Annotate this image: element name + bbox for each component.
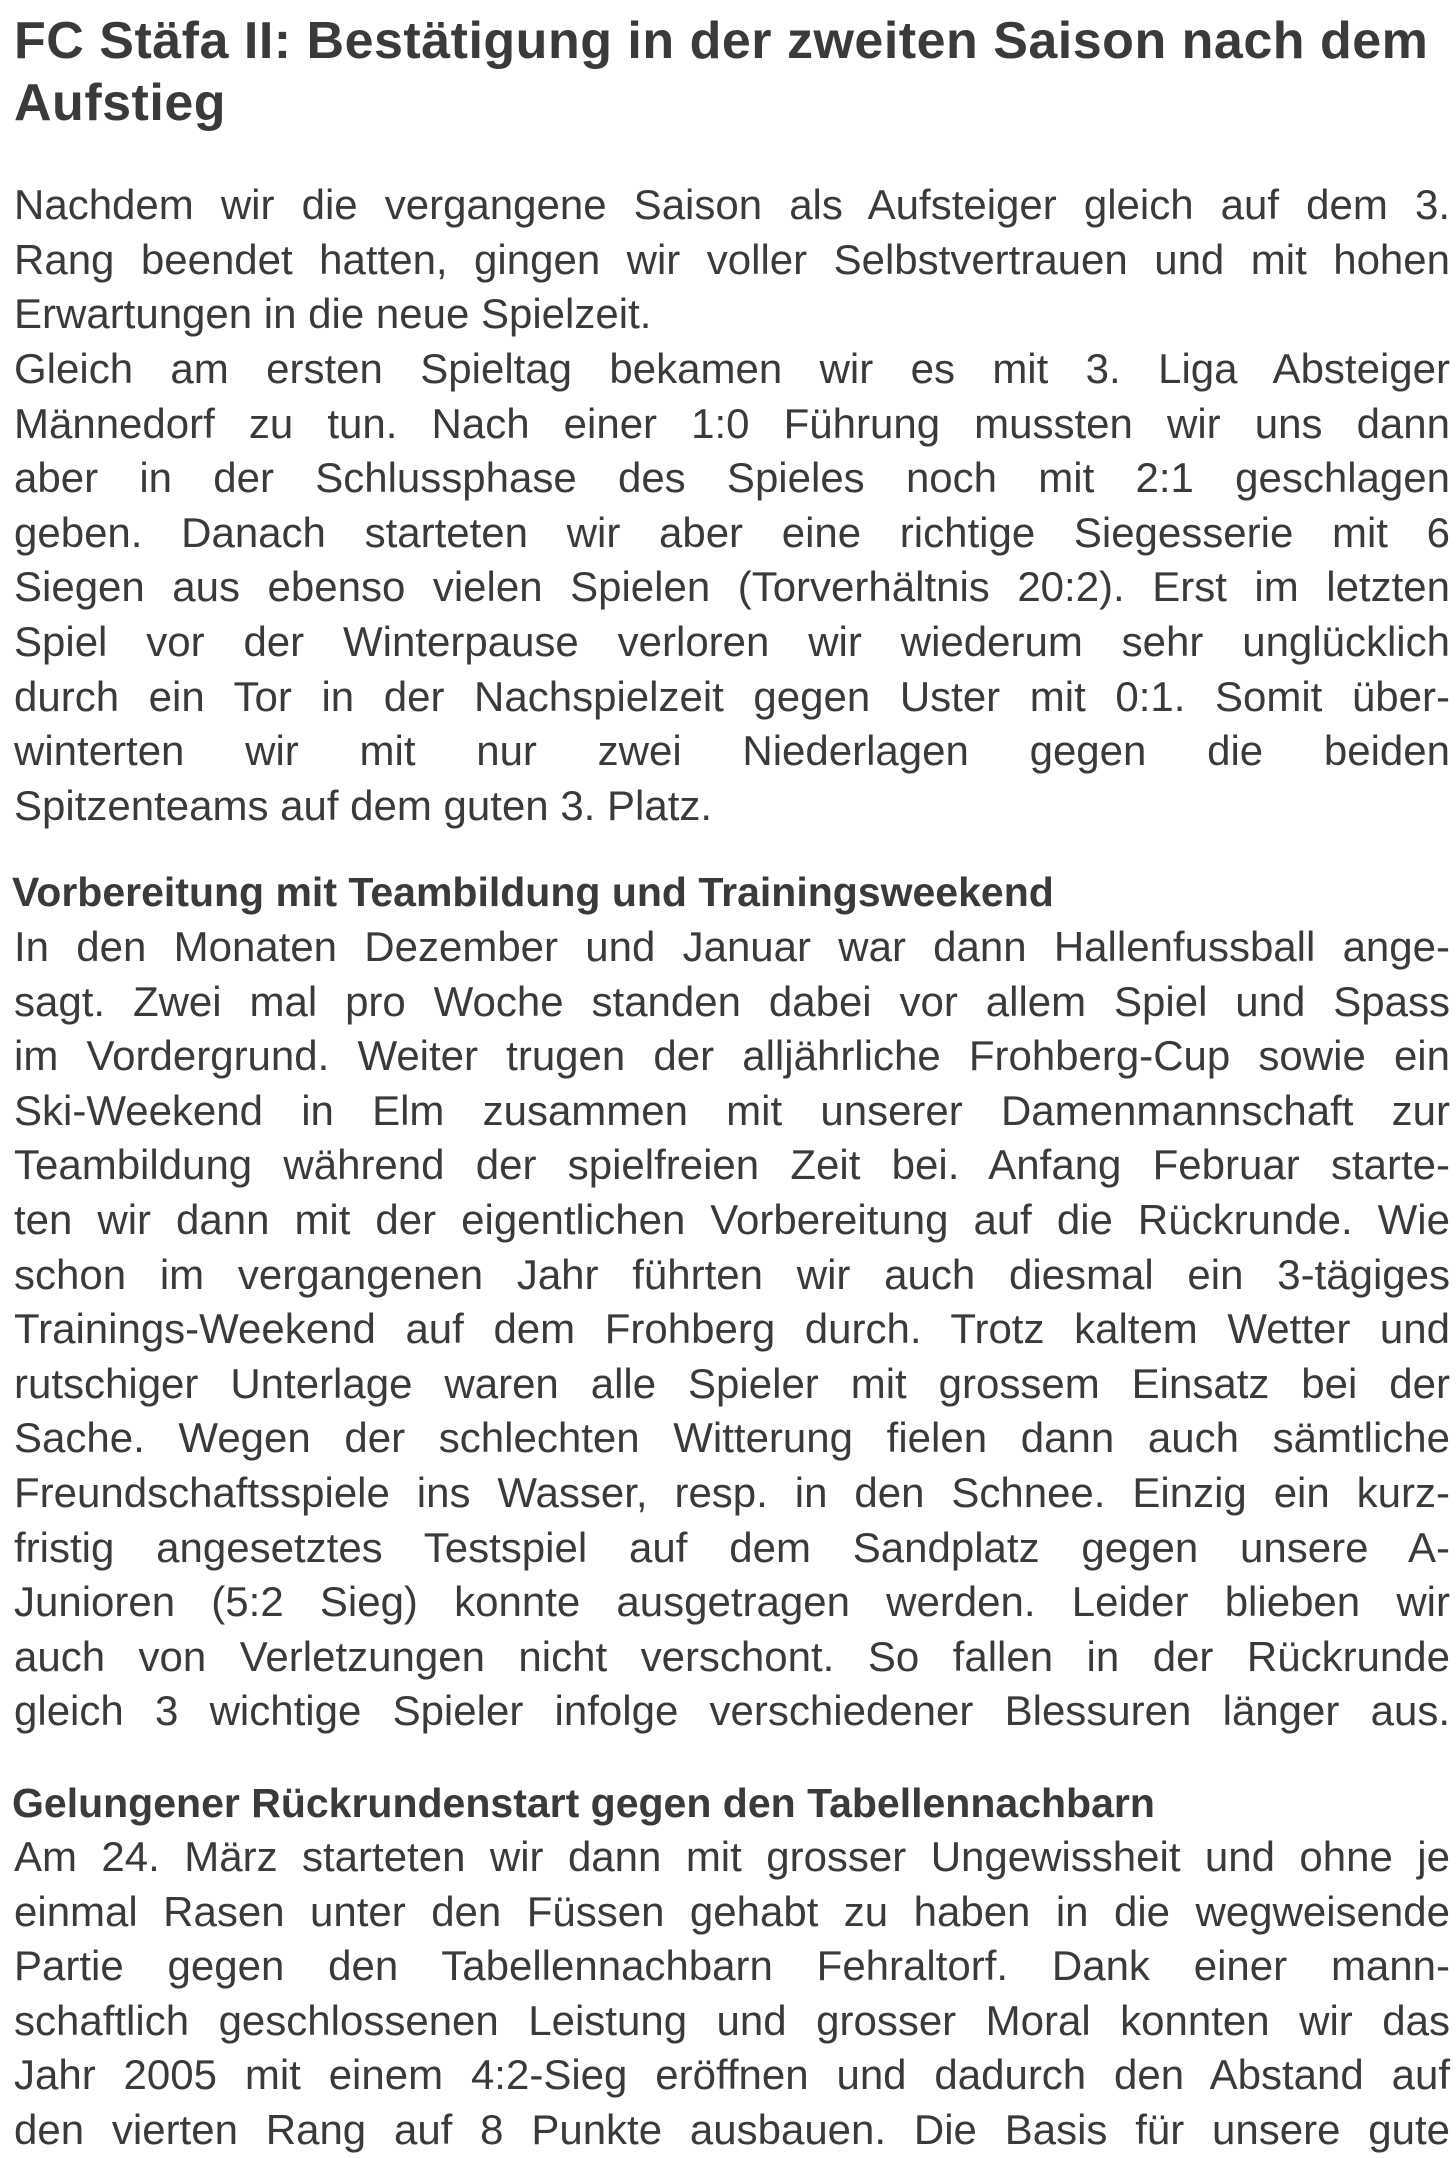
text-line: schon im vergangenen Jahr führten wir auch diesmal ein 3-tägiges (14, 1250, 1450, 1298)
text-line: durch ein Tor in der Nachspielzeit gegen Uster mit 0:1. Somit über- (14, 672, 1450, 720)
text-line: rutschiger Unterlage waren alle Spieler mit grossem Einsatz bei der (14, 1359, 1450, 1407)
text-line: auch von Verletzungen nicht verschont. So fallen in der Rückrunde (14, 1632, 1450, 1680)
text-line: Spitzenteams auf dem guten 3. Platz. (14, 781, 713, 829)
text-line: Rang beendet hatten, gingen wir voller Selbstvertrauen und mit hohen (14, 235, 1450, 283)
text-line: In den Monaten Dezember und Januar war dann Hallenfussball ange- (14, 923, 1450, 970)
text-line: winterten wir mit nur zwei Niederlagen gegen die beiden (14, 727, 1450, 775)
text-line: fristig angesetztes Testspiel auf dem Sandplatz gegen unsere A- (14, 1523, 1450, 1571)
text-line: Nachdem wir die vergangene Saison als Aufsteiger gleich auf dem 3. (14, 181, 1450, 228)
text-line: Teambildung während der spielfreien Zeit bei. Anfang Februar starte- (14, 1141, 1450, 1189)
text-line: Spiel vor der Winterpause verloren wir wiederum sehr unglücklich (14, 617, 1450, 665)
vorbereitung-paragraph (14, 920, 1450, 1739)
article-title: FC Stäfa II: Bestätigung in der zweiten Saison nach dem Aufstieg (14, 12, 1429, 132)
text-line: einmal Rasen unter den Füssen gehabt zu haben in die wegweisende (14, 1887, 1450, 1935)
text-line: Gleich am ersten Spieltag bekamen wir es mit 3. Liga Absteiger (14, 345, 1450, 392)
text-line: Ski-Weekend in Elm zusammen mit unserer Damenmannschaft zur (14, 1086, 1450, 1134)
text-line: im Vordergrund. Weiter trugen der alljährliche Frohberg-Cup sowie ein (14, 1032, 1450, 1080)
text-line: gleich 3 wichtige Spieler infolge verschiedener Blessuren länger aus. (14, 1687, 1450, 1735)
text-line: Junioren (5:2 Sieg) konnte ausgetragen werden. Leider blieben wir (14, 1578, 1450, 1626)
text-line: sagt. Zwei mal pro Woche standen dabei vor allem Spiel und Spass (14, 977, 1450, 1025)
text-line: schaftlich geschlossenen Leistung und grosser Moral konnten wir das (14, 1996, 1450, 2044)
rueckrundenstart-paragraph (14, 1830, 1450, 2158)
text-line: den vierten Rang auf 8 Punkte ausbauen. Die Basis für unsere gute (14, 2105, 1450, 2153)
text-line: Partie gegen den Tabellennachbarn Fehraltorf. Dank einer mann- (14, 1942, 1450, 1990)
section-heading-vorbereitung: Vorbereitung mit Teambildung und Trainingsweekend (12, 869, 1054, 915)
text-line: Männedorf zu tun. Nach einer 1:0 Führung mussten wir uns dann (14, 399, 1450, 447)
text-line: Siegen aus ebenso vielen Spielen (Torverhältnis 20:2). Erst im letzten (14, 563, 1450, 611)
section-heading-rueckrundenstart: Gelungener Rückrundenstart gegen den Tabellennachbarn (12, 1780, 1155, 1826)
text-line: aber in der Schlussphase des Spieles noch mit 2:1 geschlagen (14, 454, 1450, 502)
season-start-paragraph (14, 342, 1450, 833)
text-line: Freundschaftsspiele ins Wasser, resp. in den Schnee. Einzig ein kurz- (14, 1468, 1450, 1516)
text-line: Sache. Wegen der schlechten Witterung fielen dann auch sämtliche (14, 1414, 1450, 1462)
text-line: Jahr 2005 mit einem 4:2-Sieg eröffnen und dadurch den Abstand auf (14, 2051, 1450, 2099)
text-line: ten wir dann mit der eigentlichen Vorbereitung auf die Rückrunde. Wie (14, 1195, 1450, 1243)
intro-paragraph (14, 178, 1450, 342)
text-line: Erwartungen in die neue Spielzeit. (14, 290, 652, 338)
text-line: Trainings-Weekend auf dem Frohberg durch. Trotz kaltem Wetter und (14, 1305, 1450, 1353)
text-line: Am 24. März starteten wir dann mit grosser Ungewissheit und ohne je (14, 1833, 1450, 1880)
text-line: geben. Danach starteten wir aber eine richtige Siegesserie mit 6 (14, 508, 1450, 556)
